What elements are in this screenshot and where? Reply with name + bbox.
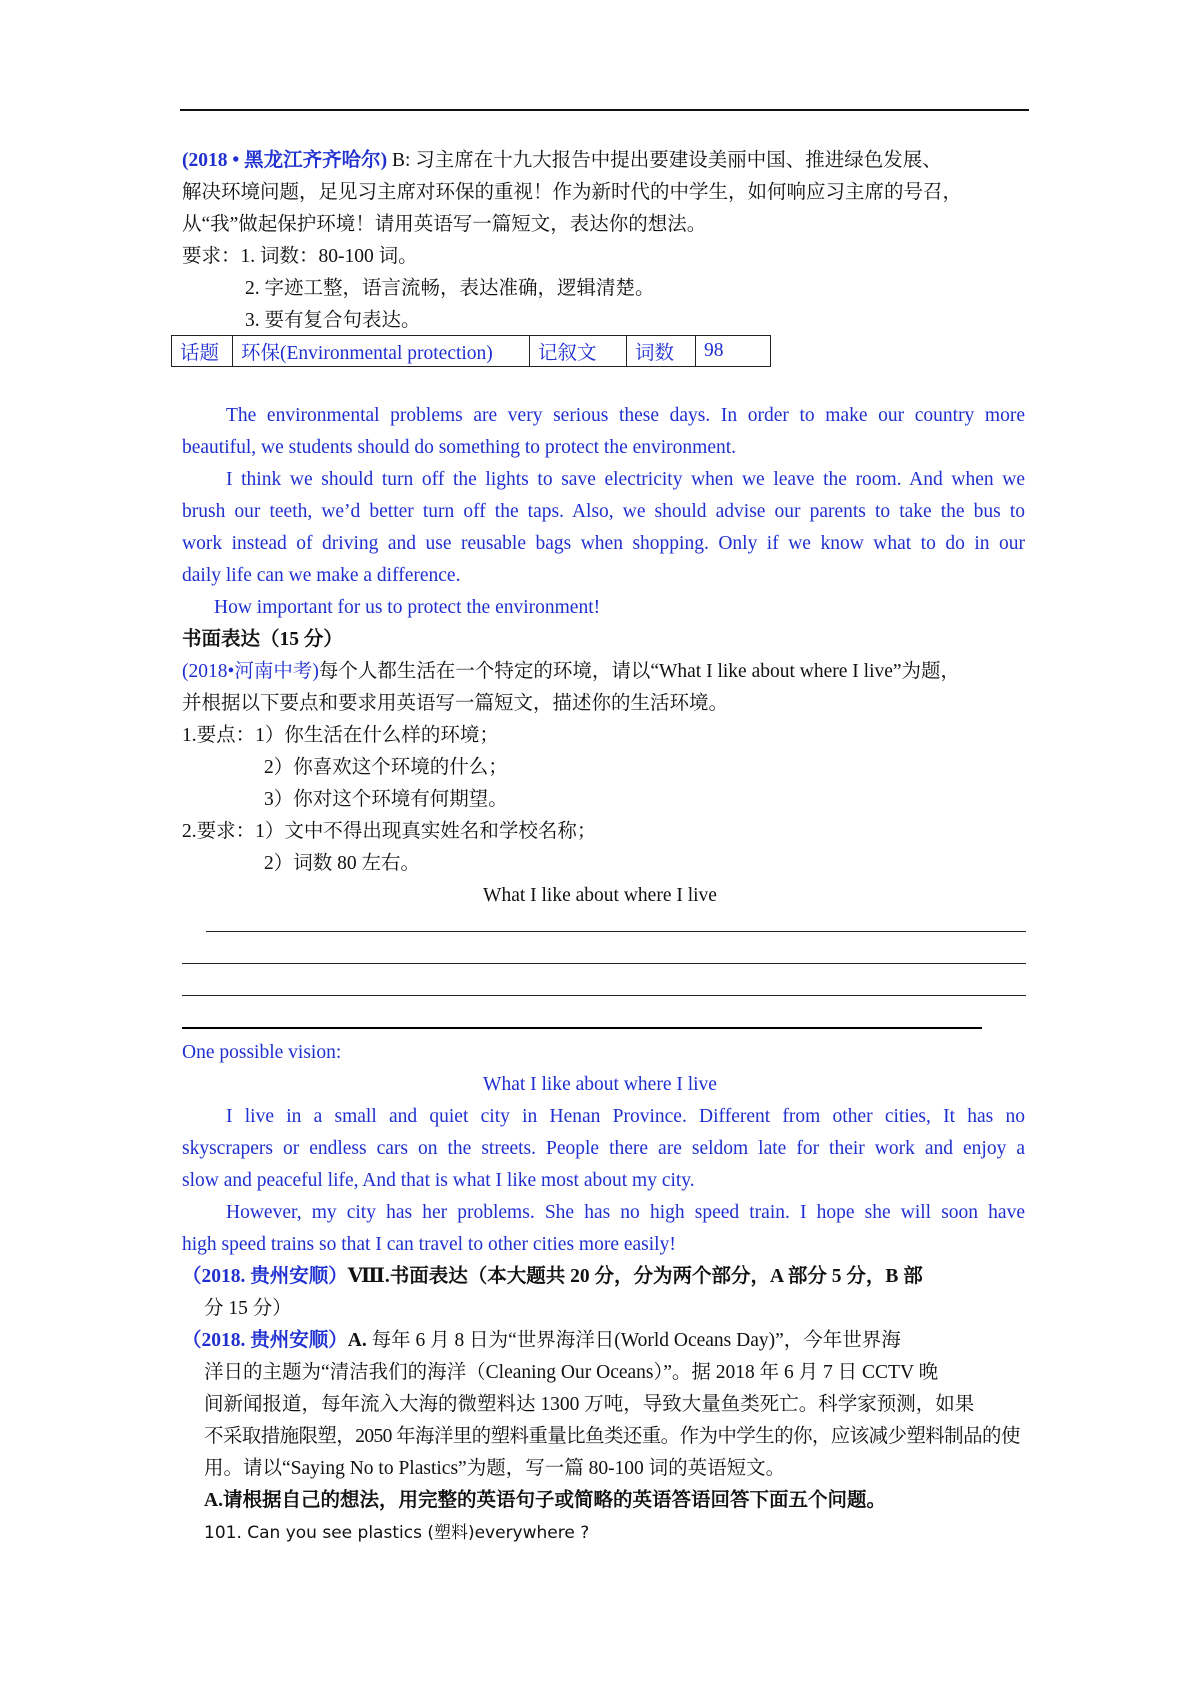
- heilongjiang-prompt-3: 从“我”做起保护环境！请用英语写一篇短文，表达你的想法。: [182, 214, 707, 235]
- answer-line-3: [182, 995, 1026, 996]
- header-rule: [180, 109, 1029, 111]
- essay-line-3: I think we should turn off the lights to save electricity when we leave the room. And when we: [226, 469, 1025, 490]
- henan-source: (2018•河南中考): [182, 661, 319, 682]
- essay-line-7: How important for us to protect the environment!: [214, 597, 601, 618]
- point-2: 2）你喜欢这个环境的什么；: [264, 757, 508, 778]
- answer-line-1: [206, 931, 1026, 932]
- vision-line-5: high speed trains so that I can travel to other cities more easily!: [182, 1234, 676, 1255]
- vision-line-1: I live in a small and quiet city in Henan Province. Different from other cities, It has no: [226, 1106, 1025, 1127]
- henan-line-1: [182, 659, 960, 685]
- section-heading: 书面表达（15 分）: [182, 629, 343, 650]
- vision-line-4: However, my city has her problems. She has no high speed train. I hope she will soon have: [226, 1202, 1025, 1223]
- point-3: 3）你对这个环境有何期望。: [264, 789, 508, 810]
- guizhou-a-line-4: 不采取措施限塑，2050 年海洋里的塑料重量比鱼类还重。作为中学生的你，应该减少塑料制品的使: [204, 1426, 1020, 1447]
- guizhou-a-source: （2018. 贵州安顺）: [182, 1330, 348, 1351]
- vision-title: What I like about where I live: [483, 1074, 717, 1095]
- heilongjiang-prompt-2: 解决环境问题，足见习主席对环保的重视！作为新时代的中学生，如何响应习主席的号召，: [182, 182, 963, 203]
- guizhou-intro-2: 分 15 分）: [204, 1298, 292, 1319]
- requirement-1: 要求：1. 词数：80-100 词。: [182, 246, 418, 267]
- guizhou-a-line-5: 用。请以“Saying No to Plastics”为题，写一篇 80-100 词的英语短文。: [204, 1458, 786, 1479]
- guizhou-a-text-1: 每年 6 月 8 日为“世界海洋日(World Oceans Day)”，今年世界海: [366, 1330, 901, 1351]
- genre-value: 记叙文: [530, 336, 627, 367]
- essay-line-1: The environmental problems are very serious these days. In order to make our country more: [226, 405, 1025, 426]
- heilongjiang-line-1: [182, 148, 942, 174]
- guizhou-a-line-1: [182, 1328, 901, 1354]
- vision-line-2: skyscrapers or endless cars on the streets. People there are seldom late for their work and enjoy a: [182, 1138, 1025, 1159]
- essay-line-2: beautiful, we students should do something to protect the environment.: [182, 437, 737, 458]
- question-101: 101. Can you see plastics (塑料)everywhere ?: [204, 1523, 590, 1543]
- essay-line-4: brush our teeth, we’d better turn off the taps. Also, we should advise our parents to take the bus to: [182, 501, 1025, 522]
- topic-value: 环保(Environmental protection): [233, 336, 530, 367]
- vision-label: One possible vision:: [182, 1042, 342, 1063]
- henan-requirement-2: 2）词数 80 左右。: [264, 853, 421, 874]
- word-count-value: 98: [696, 336, 771, 367]
- guizhou-instruction: A.请根据自己的想法，用完整的英语句子或简略的英语答语回答下面五个问题。: [204, 1490, 886, 1511]
- heilongjiang-prompt-1: B: 习主席在十九大报告中提出要建设美丽中国、推进绿色发展、: [387, 150, 942, 171]
- guizhou-intro-1: [182, 1264, 923, 1290]
- topic-table: [171, 335, 771, 367]
- henan-prompt-2: 并根据以下要点和要求用英语写一篇短文，描述你的生活环境。: [182, 693, 729, 714]
- essay-line-6: daily life can we make a difference.: [182, 565, 461, 586]
- guizhou-a-label: A.: [347, 1330, 367, 1351]
- essay-line-5: work instead of driving and use reusable bags when shopping. Only if we know what to do in our: [182, 533, 1025, 554]
- henan-requirement-1: 2.要求：1）文中不得出现真实姓名和学校名称；: [182, 821, 597, 842]
- answer-line-2: [182, 963, 1026, 964]
- guizhou-a-line-3: 间新闻报道，每年流入大海的微塑料达 1300 万吨，导致大量鱼类死亡。科学家预测，如果: [204, 1394, 975, 1415]
- topic-label: 话题: [172, 336, 233, 367]
- answer-line-4: [182, 1027, 982, 1029]
- heilongjiang-source: (2018 • 黑龙江齐齐哈尔): [182, 150, 388, 171]
- guizhou-intro-text: Ⅷ.书面表达（本大题共 20 分，分为两个部分，A 部分 5 分，B 部: [347, 1266, 923, 1287]
- requirement-3: 3. 要有复合句表达。: [245, 310, 421, 331]
- henan-prompt-1: 每个人都生活在一个特定的环境，请以“What I like about where I live”为题，: [318, 661, 961, 682]
- guizhou-source: （2018. 贵州安顺）: [182, 1266, 348, 1287]
- requirement-2: 2. 字迹工整，语言流畅，表达准确，逻辑清楚。: [245, 278, 655, 299]
- point-1: 1.要点：1）你生活在什么样的环境；: [182, 725, 499, 746]
- word-count-label: 词数: [627, 336, 696, 367]
- essay-title: What I like about where I live: [483, 885, 717, 906]
- vision-line-3: slow and peaceful life, And that is what I like most about my city.: [182, 1170, 695, 1191]
- guizhou-a-line-2: 洋日的主题为“清洁我们的海洋（Cleaning Our Oceans）”。据 2018 年 6 月 7 日 CCTV 晚: [204, 1362, 939, 1383]
